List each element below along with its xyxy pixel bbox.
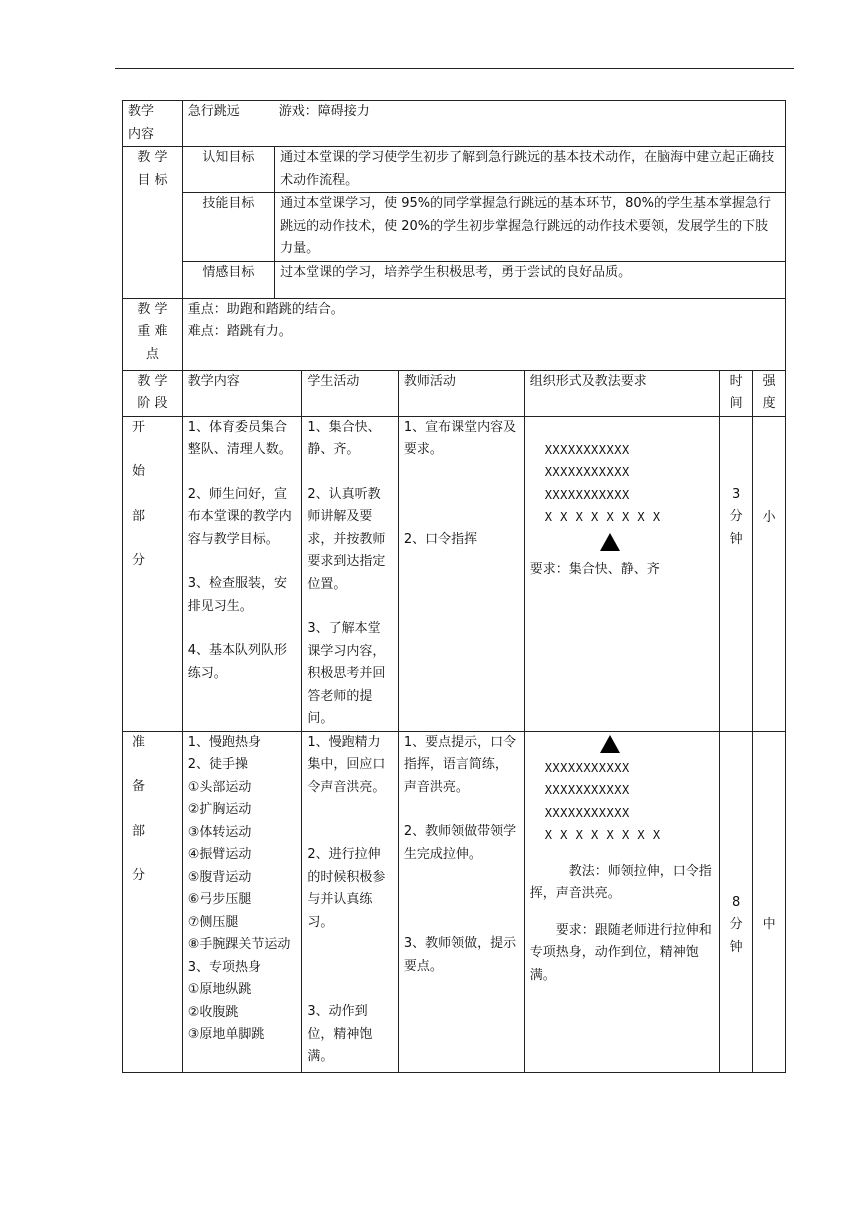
lesson-plan-table — [122, 100, 786, 1073]
objective-text: 过本堂课的学习，培养学生积极思考，勇于尝试的良好品质。 — [275, 261, 786, 298]
time-cell: 3 分 钟 — [719, 416, 753, 731]
column-header-row — [123, 370, 786, 416]
content-header: 教学内容 — [182, 370, 302, 416]
organization-header: 组织形式及教法要求 — [524, 370, 719, 416]
objective-name: 认知目标 — [182, 147, 274, 193]
method-text: 教法：师领拉伸，口令指挥，声音洪亮。 — [529, 863, 712, 901]
header-rule — [115, 68, 794, 69]
stage-content: 1、慢跑热身 2、徒手操 ①头部运动 ②扩胸运动 ③体转运动 ④振臂运动 ⑤腹背运动 ⑥弓步压腿 ⑦侧压腿 ⑧手腕踝关节运动 3、专项热身 ①原地纵跳 ②收腹跳 ③原地单脚跳 — [182, 731, 302, 1072]
objectives-label: 教 学 目 标 — [123, 147, 183, 299]
stage-content: 1、体育委员集合整队、清理人数。 2、师生问好，宣布本堂课的教学内容与教学目标。 3、检查服装，安排见习生。 4、基本队列队形练习。 — [182, 416, 302, 731]
student-formation: XXXXXXXXXXX XXXXXXXXXXX XXXXXXXXXXX X X X X X X X X — [544, 442, 661, 524]
intensity-header: 强 度 — [753, 370, 786, 416]
content-row — [123, 101, 786, 147]
key-points-label: 教 学 重 难 点 — [123, 298, 183, 370]
triangle-marker-icon — [600, 533, 620, 551]
content-value: 急行跳远 游戏：障碍接力 — [182, 101, 785, 147]
key-points-text: 重点：助跑和踏跳的结合。 难点：踏跳有力。 — [182, 298, 785, 370]
content-label: 教学 内容 — [123, 101, 183, 147]
student-activity: 1、慢跑精力集中，回应口令声音洪亮。 2、进行拉伸的时候积极参与并认真练习。 3、动作到位，精神饱满。 — [302, 731, 399, 1072]
objective-row-3 — [123, 261, 786, 298]
stage-label: 准 备 部 分 — [123, 731, 183, 1072]
requirement-text: 要求：跟随老师进行拉伸和专项热身，动作到位，精神饱满。 — [529, 922, 712, 983]
objective-row-2 — [123, 193, 786, 262]
requirement-text: 要求：集合快、静、齐 — [529, 561, 660, 577]
triangle-marker-icon — [600, 735, 620, 753]
key-points-row — [123, 298, 786, 370]
objective-name: 技能目标 — [182, 193, 274, 262]
stage-header: 教 学 阶 段 — [123, 370, 183, 416]
stage-label: 开 始 部 分 — [123, 416, 183, 731]
time-header: 时 间 — [719, 370, 753, 416]
objective-name: 情感目标 — [182, 261, 274, 298]
organization-cell — [524, 416, 719, 731]
objective-text: 通过本堂课学习，使 95%的同学掌握急行跳远的基本环节，80%的学生基本掌握急行跳远的动作技术，使 20%的学生初步掌握急行跳远的动作技术要领，发展学生的下肢力量。 — [275, 193, 786, 262]
intensity-cell: 小 — [753, 416, 786, 731]
student-activity: 1、集合快、静、齐。 2、认真听教师讲解及要求，并按教师要求到达指定位置。 3、了解本堂课学习内容，积极思考并回答老师的提问。 — [302, 416, 399, 731]
intensity-cell: 中 — [753, 731, 786, 1072]
student-header: 学生活动 — [302, 370, 399, 416]
start-stage-row — [123, 416, 786, 731]
prep-stage-row — [123, 731, 786, 1072]
organization-cell — [524, 731, 719, 1072]
time-cell: 8 分 钟 — [719, 731, 753, 1072]
student-formation: XXXXXXXXXXX XXXXXXXXXXX XXXXXXXXXXX X X X X X X X X — [544, 760, 661, 842]
teacher-header: 教师活动 — [398, 370, 524, 416]
teacher-activity: 1、宣布课堂内容及要求。 2、口令指挥 — [398, 416, 524, 731]
objective-text: 通过本堂课的学习使学生初步了解到急行跳远的基本技术动作，在脑海中建立起正确技术动作流程。 — [275, 147, 786, 193]
objective-row-1 — [123, 147, 786, 193]
teacher-activity: 1、要点提示，口令指挥，语言简练， 声音洪亮。 2、教师领做带领学生完成拉伸。 3、教师领做，提示要点。 — [398, 731, 524, 1072]
